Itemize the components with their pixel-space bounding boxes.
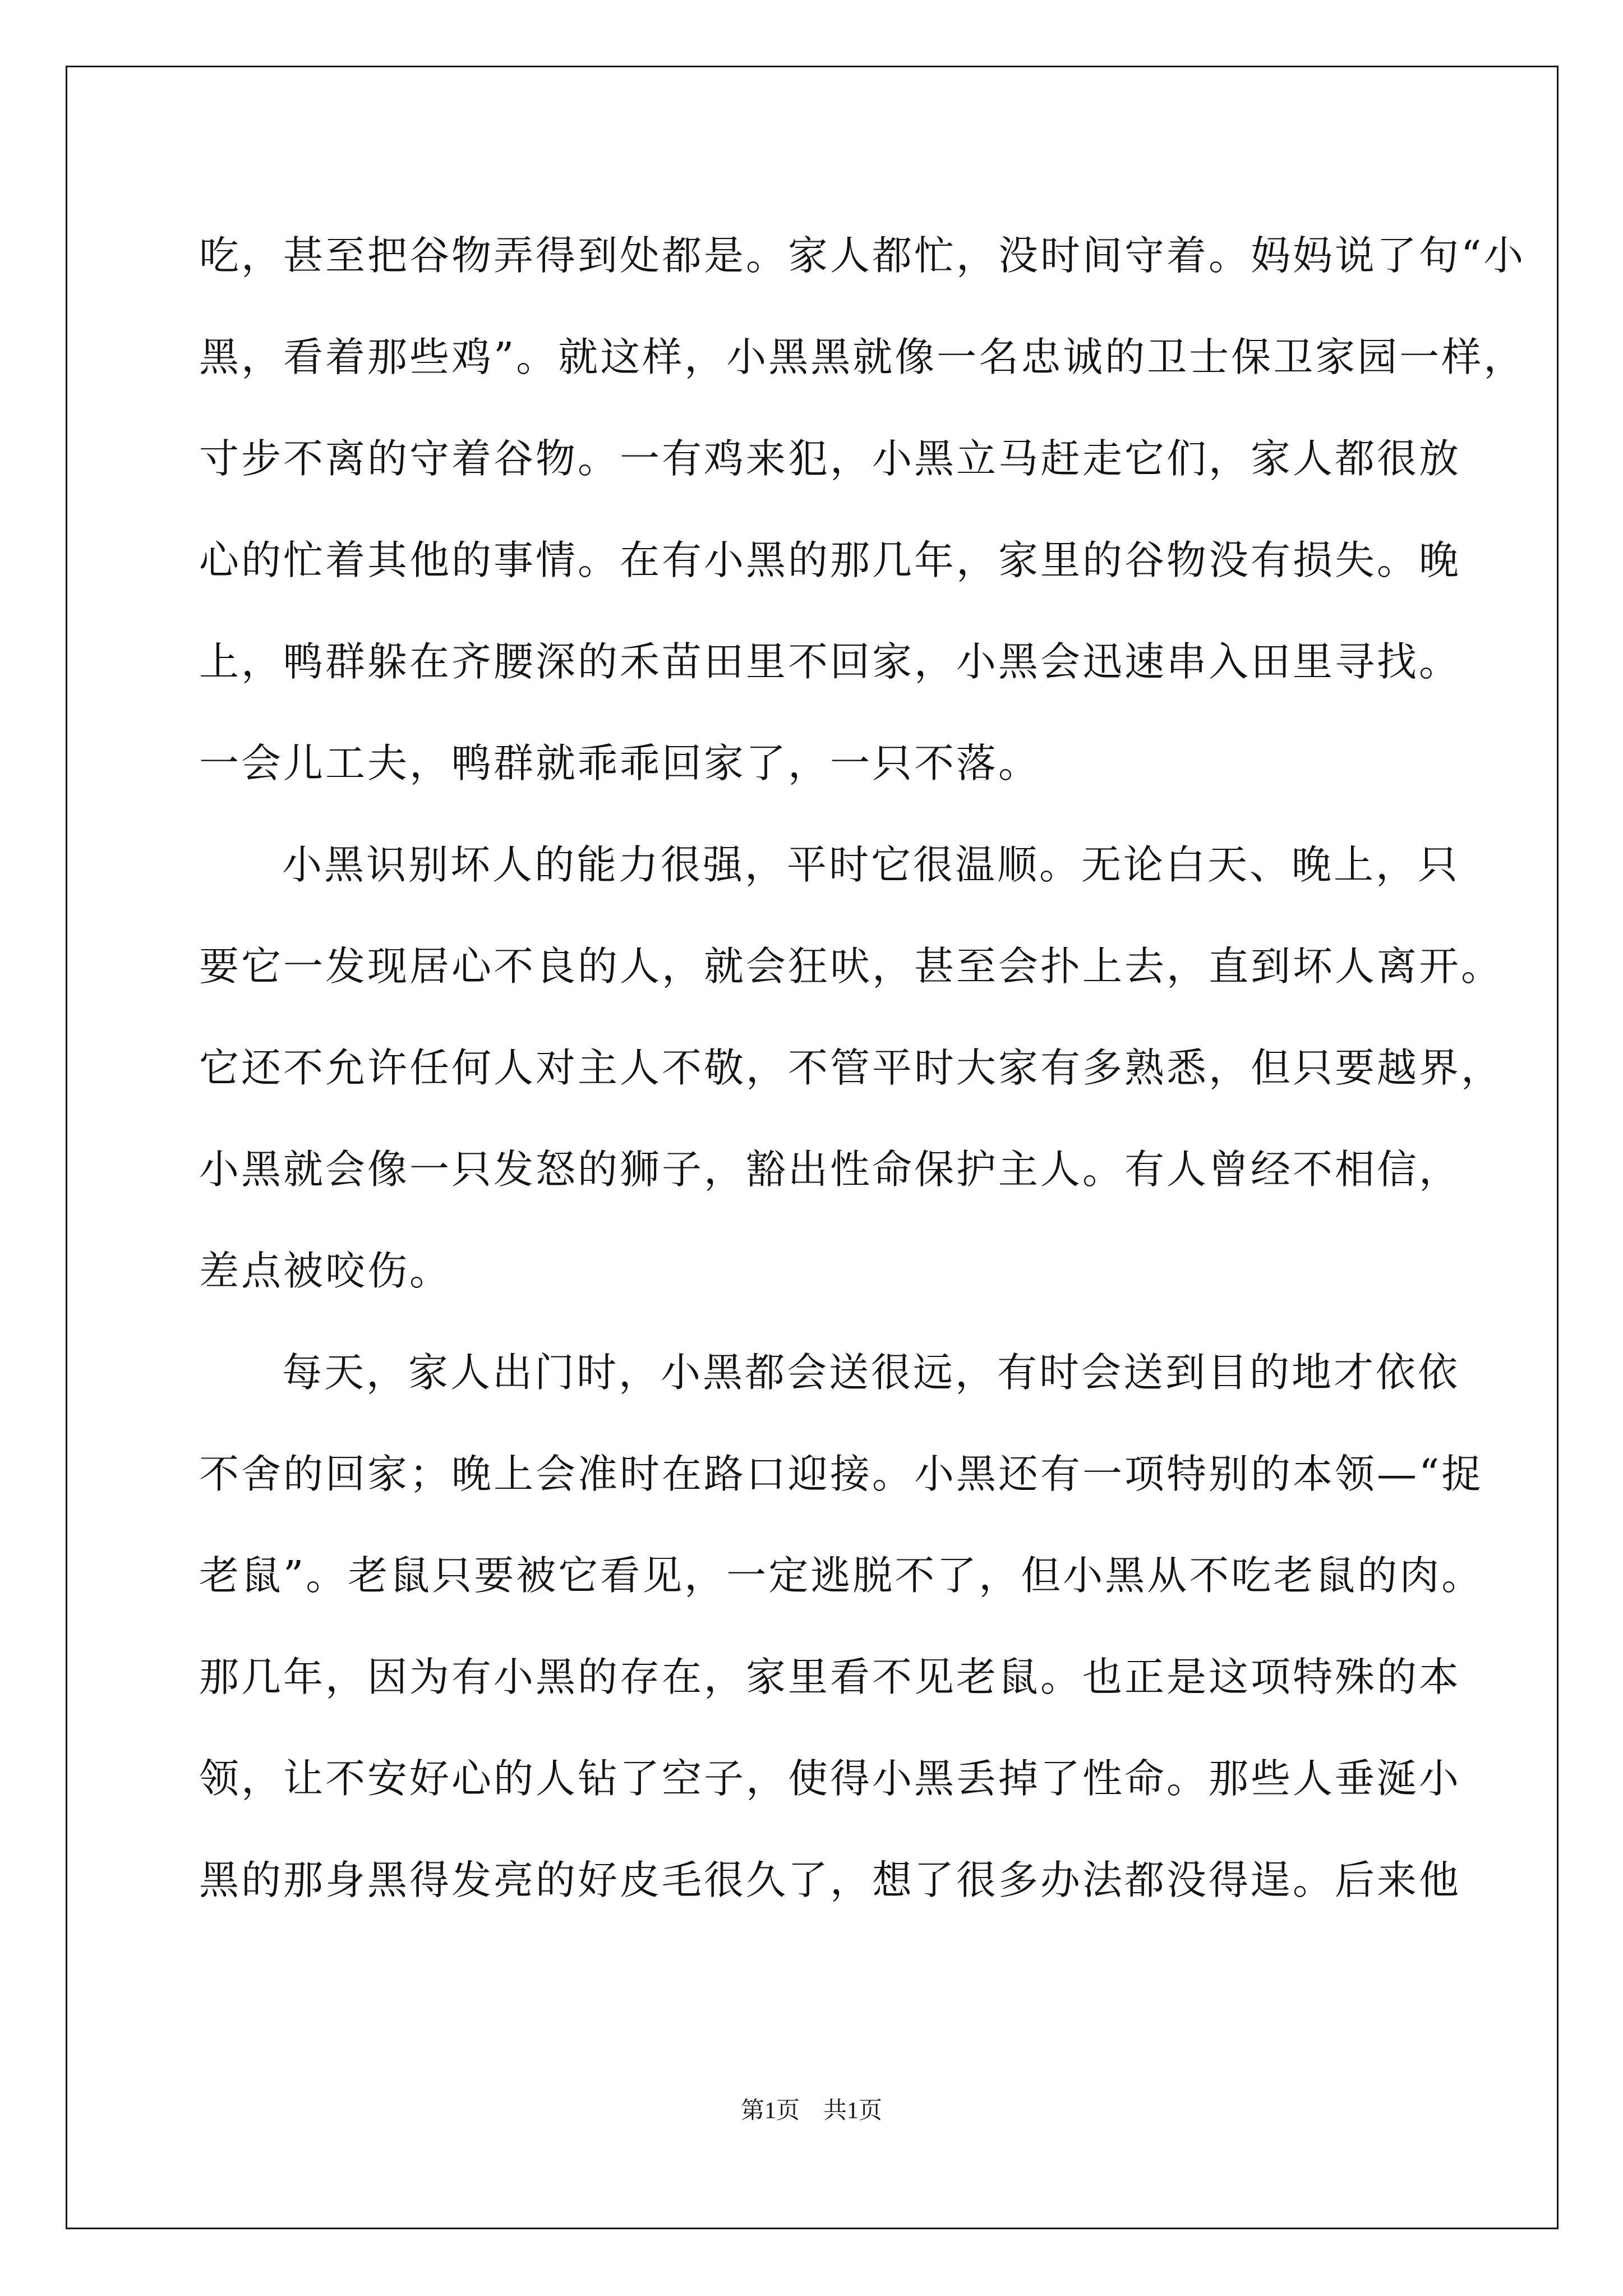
text-line: 寸步不离的守着谷物。一有鸡来犯，小黑立马赶走它们，家人都很放 (199, 435, 1461, 482)
text-line: 它还不允许任何人对主人不敬，不管平时大家有多熟悉，但只要越界， (199, 1045, 1504, 1091)
text-line: 黑，看着那些鸡”。就这样，小黑黑就像一名忠诚的卫士保卫家园一样， (199, 334, 1526, 380)
text-line: 上，鸭群躲在齐腰深的禾苗田里不回家，小黑会迅速串入田里寻找。 (199, 638, 1461, 685)
document-body (199, 205, 1526, 1931)
text-line: 差点被咬伤。 (199, 1248, 452, 1294)
text-line: 老鼠”。老鼠只要被它看见，一定逃脱不了，但小黑从不吃老鼠的肉。 (199, 1552, 1484, 1599)
text-line: 那几年，因为有小黑的存在，家里看不见老鼠。也正是这项特殊的本 (199, 1654, 1461, 1700)
text-line: 要它一发现居心不良的人，就会狂吠，甚至会扑上去，直到坏人离开。 (199, 943, 1504, 990)
text-line: 心的忙着其他的事情。在有小黑的那几年，家里的谷物没有损失。晚 (199, 537, 1461, 583)
text-line: 一会儿工夫，鸭群就乖乖回家了，一只不落。 (199, 740, 1041, 786)
paragraph-start-line: 每天，家人出门时，小黑都会送很远，有时会送到目的地才依依 (282, 1349, 1460, 1396)
text-line: 吃，甚至把谷物弄得到处都是。家人都忙，没时间守着。妈妈说了句“小 (199, 232, 1526, 279)
page-number-footer: 第1页 共1页 (740, 2098, 882, 2124)
text-line: 小黑就会像一只发怒的狮子，豁出性命保护主人。有人曾经不相信， (199, 1146, 1461, 1193)
text-line: 不舍的回家；晚上会准时在路口迎接。小黑还有一项特别的本领—“捉 (199, 1451, 1484, 1497)
paragraph-start-line: 小黑识别坏人的能力很强，平时它很温顺。无论白天、晚上，只 (282, 841, 1460, 888)
text-line: 黑的那身黑得发亮的好皮毛很久了，想了很多办法都没得逞。后来他 (199, 1857, 1461, 1903)
text-line: 领，让不安好心的人钻了空子，使得小黑丢掉了性命。那些人垂涎小 (199, 1755, 1461, 1802)
